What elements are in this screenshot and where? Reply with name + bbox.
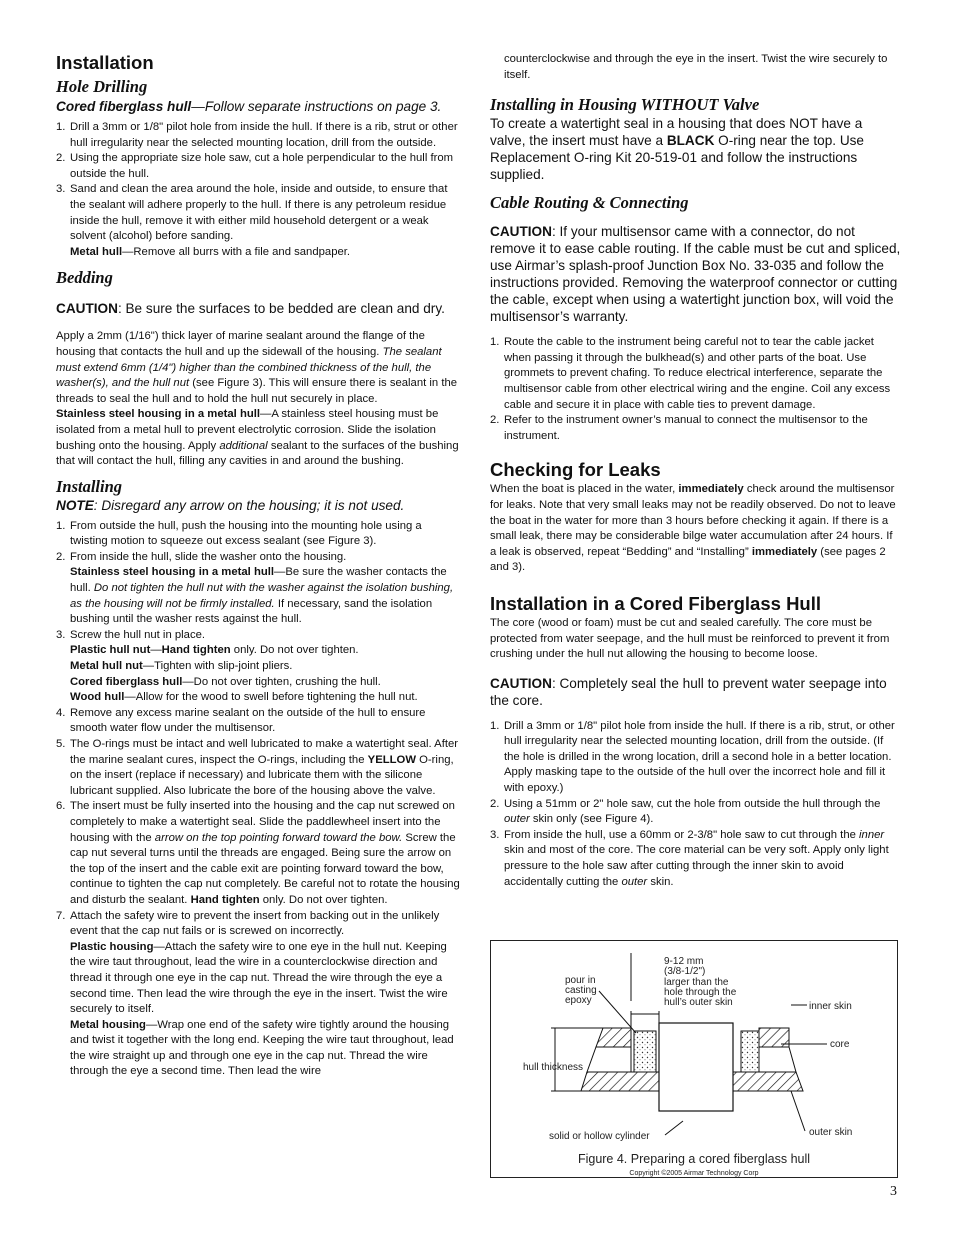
installing-steps	[56, 519, 462, 1080]
list-item: 2. Using a 51mm or 2" hole saw, cut the hole from outside the hull through the outer skin only (see Figure 4).	[490, 797, 881, 826]
label-cylinder: solid or hollow cylinder	[549, 1131, 650, 1142]
label-gap-3: larger than the	[664, 977, 729, 988]
label-epoxy-2: casting	[565, 985, 597, 996]
section-title-cored-hull: Installation in a Cored Fiberglass Hull	[490, 592, 822, 614]
cored-hull-text: —Follow separate instructions on page 3.	[191, 99, 442, 114]
list-item: 3. Sand and clean the area around the hole, inside and outside, to ensure that the sealant will adhere properly to the hull. If there is any petroleum residue inside the hull, remove it with either mild household detergent or a weak solvent (alcohol) before sanding. Metal hull—Remove all burrs with a file and sandpaper.	[56, 183, 448, 258]
list-item: 2. From inside the hull, slide the washer onto the housing. Stainless steel housing in a metal hull—Be sure the washer contacts the hull. Do not tighten the hull nut with the washer against the isolation bushing, as the housing will not be firmly installed. If necessary, sand the isolation bushing until the washer rests against the hull.	[56, 550, 454, 626]
without-valve-paragraph: To create a watertight seal in a housing that does NOT have a valve, the insert must have a BLACK O-ring near the top. Use Replacement O-ring Kit 20-519-01 and follow the instructions supplied.	[490, 116, 864, 183]
label-outer-skin: outer skin	[809, 1127, 853, 1138]
list-item: 2. Using the appropriate size hole saw, cut a hole perpendicular to the hull from outside the hull.	[56, 152, 454, 180]
cable-caution: CAUTION: If your multisensor came with a connector, do not remove it to ease cable routing. If the cable must be cut and spliced, use Airmar’s splash-proof Junction Box No. 33-035 and follow the instructions provided. Removing the waterproof connector or cutting the cable, except when using a watertight junction box, will void the multisensor’s warranty.	[490, 224, 901, 325]
cored-steps	[490, 719, 901, 891]
cable-steps	[490, 335, 901, 444]
cored-caution: CAUTION: Completely seal the hull to prevent water seepage into the core.	[490, 675, 887, 708]
heading-without-valve: Installing in Housing WITHOUT Valve	[490, 95, 760, 115]
left-column	[56, 48, 462, 1080]
label-hull-thickness: hull thickness	[523, 1062, 584, 1073]
installing-note: NOTE: Disregard any arrow on the housing; it is not used.	[56, 497, 405, 513]
list-item: 5. The O-rings must be intact and well lubricated to make a watertight seal. After the marine sealant cures, inspect the O-rings, including the YELLOW O-ring, on the insert (replace if necessary) and lubricate them with the silicone lubricant supplied. Also lubricate the bore of the housing above the valve.	[56, 738, 459, 797]
list-item: 1. Drill a 3mm or 1/8" pilot hole from inside the hull. If there is a rib, strut or other hull irregularity near the selected mounting location, drill from the outside.	[56, 121, 458, 149]
cored-hull-note	[56, 98, 462, 115]
list-item: 1. Route the cable to the instrument being careful not to tear the cable jacket when passing it through the bulkhead(s) and other parts of the boat. Use grommets to prevent chafing. To reduce electrical interference, separate the multisensor cable from other electrical wiring and the engine. Coil any excess cable and secure it in place with cable ties to prevent damage.	[490, 336, 891, 411]
heading-cable-routing: Cable Routing & Connecting	[490, 193, 689, 213]
heading-hole-drilling: Hole Drilling	[56, 77, 148, 96]
bedding-paragraph: Apply a 2mm (1/16") thick layer of marine sealant around the flange of the housing that contacts the hull and up the sidewall of the housing. The sealant must extend 6mm (1/4") higher than the combined thickness of the hull, the washer(s), and the hull nut (see Figure 3). This will ensure there is sealant in the threads to seal the hull and to hold the hull nut securely in place.	[56, 330, 458, 405]
stainless-steel-paragraph: Stainless steel housing in a metal hull—A stainless steel housing must be isolated from a metal hull to prevent electrolytic corrosion. Slide the isolation bushing onto the housing. Apply additional sealant to the surfaces of the bushing that will contact the hull, filling any cavities in and around the bushing.	[56, 408, 459, 468]
list-item: 1. Drill a 3mm or 1/8" pilot hole from inside the hull. If there is a rib, strut, or other hull irregularity near the selected mounting location, drill from the outside. (If the hole is drilled in the wrong location, drill a second hole in a better location. Apply masking tape to the outside of the hull over the incorrect hole and fill it with epoxy.)	[490, 719, 895, 795]
label-epoxy-3: epoxy	[565, 995, 592, 1006]
list-item: 2. Refer to the instrument owner’s manual to connect the multisensor to the instrument.	[490, 414, 868, 442]
hull-diagram	[491, 941, 897, 1177]
list-item: 3. From inside the hull, use a 60mm or 2-3/8" hole saw to cut through the inner skin and most of the core. The core material can be very soft. Apply only light pressure to the hole saw after cutting through the inner skin to avoid accidentally cutting the outer skin.	[490, 828, 889, 888]
label-inner-skin: inner skin	[809, 1001, 852, 1012]
leaks-paragraph: When the boat is placed in the water, immediately check around the multisensor for leaks. Note that very small leaks may not be readily observed. Do not to leave the boat in the water for more than 3 hours before checking it again. If there is a small leak, there may be considerable bilge water accumulation after 24 hours. If a leak is observed, repeat “Bedding” and “Installing” immediately (see pages 2 and 3).	[490, 483, 896, 574]
list-item: 1. From outside the hull, push the housing into the mounting hole using a twisting motion to squeeze out excess sealant (see Figure 3).	[56, 519, 422, 548]
bedding-caution: CAUTION: Be sure the surfaces to be bedded are clean and dry.	[56, 301, 445, 317]
heading-installing: Installing	[56, 476, 123, 496]
label-core: core	[830, 1039, 850, 1050]
section-title-checking-leaks: Checking for Leaks	[490, 459, 661, 481]
figure-caption: Figure 4. Preparing a cored fiberglass hull	[577, 1152, 811, 1166]
hull-section-left	[581, 1028, 659, 1091]
label-gap-4: hole through the	[664, 987, 737, 998]
label-gap-5: hull’s outer skin	[664, 997, 733, 1008]
label-epoxy-1: pour in	[565, 975, 596, 986]
cylinder	[659, 1023, 733, 1111]
label-gap-1: 9-12 mm	[664, 956, 704, 967]
hull-section-right	[733, 1028, 803, 1091]
heading-bedding: Bedding	[56, 268, 113, 288]
right-column	[490, 48, 901, 890]
list-item: 3. Screw the hull nut in place. Plastic hull nut—Hand tighten only. Do not over tighten. Metal hull nut—Tighten with slip-joint pliers. Cored fiberglass hull—Do not over tighten, crushing the hull. Wood hull—Allow for the wood to swell before tightening the hull nut.	[56, 628, 418, 704]
list-item: 7. Attach the safety wire to prevent the insert from backing out in the unlikely event that the cap nut fails or is screwed on incorrectly. Plastic housing—Attach the safety wire to one eye in the hull nut. Keeping the wire taut throughout, lead the wire in a counterclockwise direction and thread it through one eye in the cap nut. Thread the wire through the eye a second time. Then lead the wire through the eye in the insert. Twist the wire securely to itself. Metal housing—Wrap one end of the safety wire tightly around the housing and twist it together with the long end. Keeping the wire taut throughout, lead the wire straight up and through one eye in the cap nut. Thread the wire through the eye a second time. Then lead the wire	[56, 909, 454, 1078]
label-gap-2: (3/8-1/2")	[664, 966, 706, 977]
page-number: 3	[890, 1184, 897, 1199]
continued-text: counterclockwise and through the eye in the insert. Twist the wire securely to itself.	[504, 53, 888, 81]
hole-drilling-steps	[56, 120, 462, 260]
cored-hull-label: Cored fiberglass hull	[56, 99, 192, 114]
list-item: 6. The insert must be fully inserted into the housing and the cap nut screwed on completely to make a watertight seal. Slide the paddlewheel insert into the housing with the arrow on the top pointing forward toward the bow. Screw the cap nut several turns until the threads are engaged. Being sure the arrow on the top of the insert and the cable exit are pointing forward toward the bow, continue to tighten the cap nut completely. Be careful not to rotate the housing and disturb the sealant. Hand tighten only. Do not over tighten.	[56, 800, 460, 906]
metal-hull-label: Metal hull	[70, 245, 123, 258]
list-item: 4. Remove any excess marine sealant on the outside of the hull to ensure smooth water flow under the multisensor.	[56, 706, 426, 735]
section-title-installation: Installation	[56, 52, 154, 73]
figure-copyright: Copyright ©2005 Airmar Technology Corp	[629, 1170, 759, 1177]
figure-cored-hull	[490, 940, 898, 1178]
cored-intro: The core (wood or foam) must be cut and sealed carefully. The core must be protected from water seepage, and the hull must be reinforced to prevent it from crushing under the hull nut allowing the housing to become loose.	[490, 616, 890, 661]
